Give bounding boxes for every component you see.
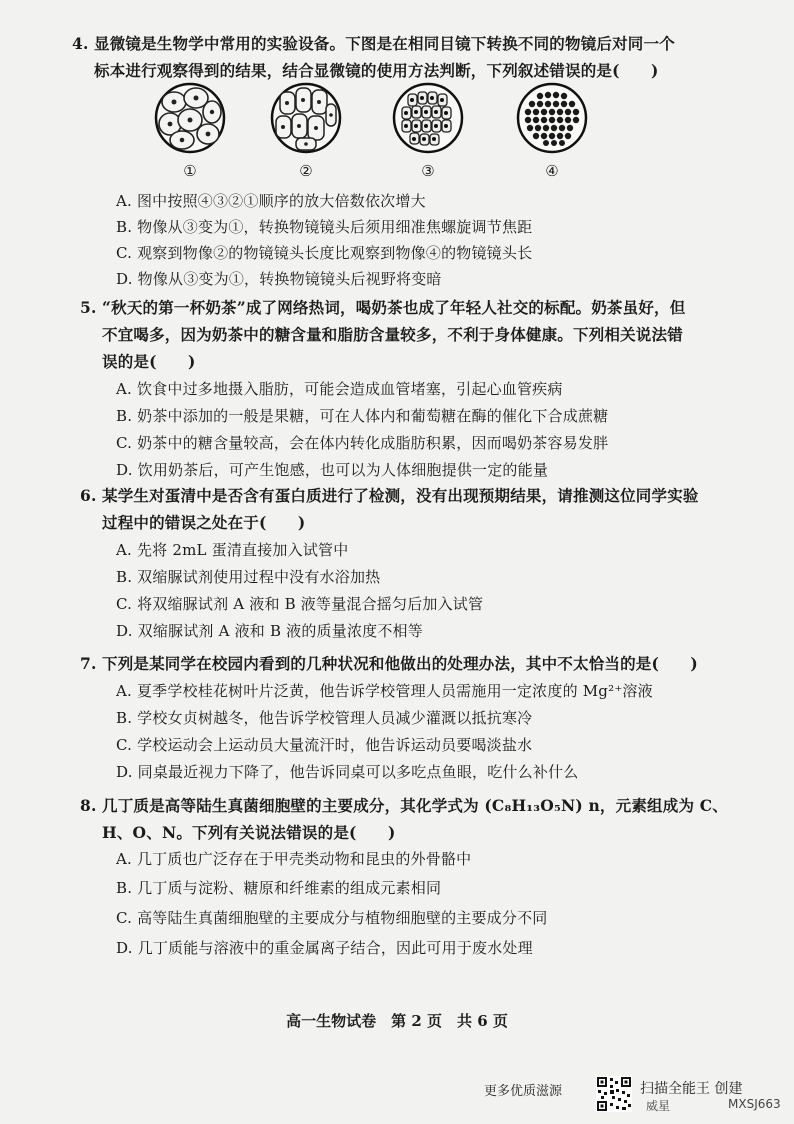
option-c: C. 高等陆生真菌细胞壁的主要成分与植物细胞壁的主要成分不同: [116, 909, 548, 927]
question-stem-cont: 过程中的错误之处在于( ): [102, 513, 306, 532]
option-b: B. 几丁质与淀粉、糖原和纤维素的组成元素相同: [116, 879, 442, 897]
option-c: C. 奶茶中的糖含量较高，会在体内转化成脂肪积累，因而喝奶茶容易发胖: [116, 434, 609, 452]
promo-text: 更多优质滋源: [484, 1084, 563, 1099]
option-c: C. 观察到物像②的物镜镜头长度比观察到物像④的物镜镜头长: [116, 244, 533, 262]
question-stem: 几丁质是高等陆生真菌细胞壁的主要成分，其化学式为 (C₈H₁₃O₅N) n，元素组成为 C、: [102, 796, 728, 815]
option-d: D. 同桌最近视力下降了，他告诉同桌可以多吃点鱼眼，吃什么补什么: [116, 763, 579, 781]
question-7: [80, 650, 744, 677]
figure-4: [512, 80, 592, 182]
figure-label: ④: [545, 162, 559, 180]
figure-2: [266, 80, 346, 182]
figure-3: [388, 80, 468, 182]
option-d: D. 物像从③变为①，转换物镜镜头后视野将变暗: [116, 270, 442, 288]
option-a: A. 几丁质也广泛存在于甲壳类动物和昆虫的外骨骼中: [116, 850, 472, 868]
question-number: 6.: [80, 486, 97, 505]
question-stem: 下列是某同学在校园内看到的几种状况和他做出的处理办法，其中不太恰当的是( ): [102, 654, 698, 673]
question-stem: 显微镜是生物学中常用的实验设备。下图是在相同目镜下转换不同的物镜后对同一个: [94, 34, 675, 53]
option-b: B. 奶茶中添加的一般是果糖，可在人体内和葡萄糖在酶的催化下合成蔗糖: [116, 407, 609, 425]
figure-label: ①: [183, 162, 197, 180]
option-b: B. 学校女贞树越冬，他告诉学校管理人员减少灌溉以抵抗寒冷: [116, 709, 533, 727]
option-a: A. 夏季学校桂花树叶片泛黄，他告诉学校管理人员需施用一定浓度的 Mg²⁺溶液: [116, 682, 653, 700]
question-stem-cont: 不宜喝多，因为奶茶中的糖含量和脂肪含量较多，不利于身体健康。下列相关说法错: [102, 325, 683, 344]
microscope-figures: [150, 80, 610, 182]
micrograph-4-icon: [512, 80, 592, 156]
option-a: A. 图中按照④③②①顺序的放大倍数依次增大: [116, 192, 426, 210]
micrograph-1-icon: [150, 80, 230, 156]
question-5: [80, 294, 744, 375]
micrograph-2-icon: [266, 80, 346, 156]
page-footer: 高一生物试卷 第 2 页 共 6 页: [286, 1012, 508, 1030]
scanner-subtext: 威星: [646, 1099, 671, 1113]
question-8: [80, 792, 744, 846]
figure-label: ③: [421, 162, 435, 180]
option-c: C. 学校运动会上运动员大量流汗时，他告诉运动员要喝淡盐水: [116, 736, 533, 754]
option-a: A. 饮食中过多地摄入脂肪，可能会造成血管堵塞，引起心血管疾病: [116, 380, 563, 398]
question-number: 4.: [72, 34, 89, 53]
question-stem-cont: 误的是( ): [102, 352, 196, 371]
option-d: D. 饮用奶茶后，可产生饱感，也可以为人体细胞提供一定的能量: [116, 461, 549, 479]
option-d: D. 几丁质能与溶液中的重金属离子结合，因此可用于废水处理: [116, 939, 533, 957]
question-stem: “秋天的第一杯奶茶”成了网络热词，喝奶茶也成了年轻人社交的标配。奶茶虽好，但: [102, 298, 686, 317]
option-c: C. 将双缩脲试剂 A 液和 B 液等量混合摇匀后加入试管: [116, 595, 484, 613]
option-d: D. 双缩脲试剂 A 液和 B 液的质量浓度不相等: [116, 622, 423, 640]
option-a: A. 先将 2mL 蛋清直接加入试管中: [116, 541, 349, 559]
question-number: 8.: [80, 796, 97, 815]
question-stem-cont: H、O、N。下列有关说法错误的是( ): [102, 823, 396, 842]
option-b: B. 双缩脲试剂使用过程中没有水浴加热: [116, 568, 381, 586]
figure-1: [150, 80, 230, 182]
option-b: B. 物像从③变为①，转换物镜镜头后须用细准焦螺旋调节焦距: [116, 218, 533, 236]
question-4: [72, 30, 744, 84]
scanner-brand: 扫描全能王 创建: [640, 1081, 743, 1097]
micrograph-3-icon: [388, 80, 468, 156]
question-number: 5.: [80, 298, 97, 317]
question-stem-cont: 标本进行观察得到的结果，结合显微镜的使用方法判断，下列叙述错误的是( ): [94, 61, 659, 80]
figure-label: ②: [299, 162, 313, 180]
question-stem: 某学生对蛋清中是否含有蛋白质进行了检测，没有出现预期结果，请推测这位同学实验: [102, 486, 699, 505]
document-code: MXSJ663: [728, 1097, 781, 1111]
question-6: [80, 482, 744, 536]
question-number: 7.: [80, 654, 97, 673]
qr-code-icon: [596, 1076, 632, 1112]
